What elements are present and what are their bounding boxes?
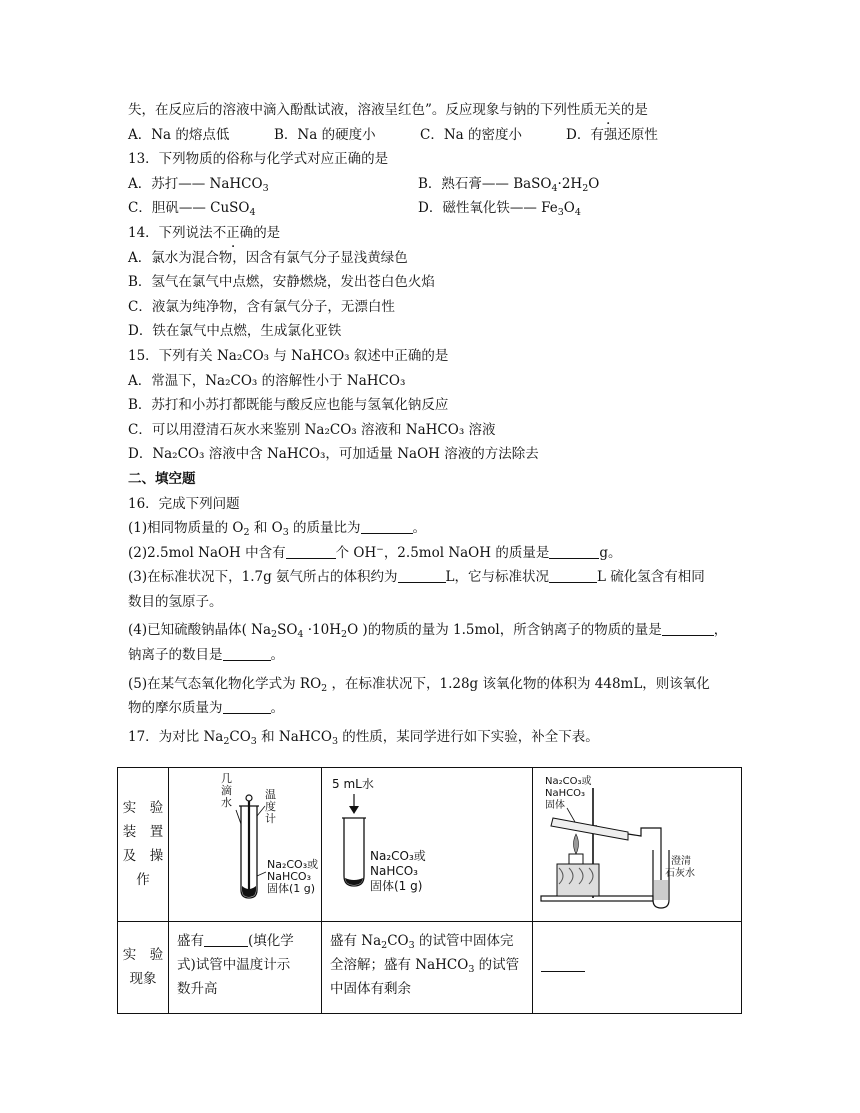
q16-part3-cont: 数目的氢原子。 [128, 593, 223, 610]
q15-option-c: C．可以用澄清石灰水来鉴别 Na₂CO₃ 溶液和 NaHCO₃ 溶液 [128, 421, 496, 438]
answer-blank[interactable] [286, 544, 336, 559]
q16-part4: (4)已知硫酸钠晶体( $Na_2SO_4 \cdot 10H_2O$ )的物质的量为 1.5mol，所含钠离子的物质的量是 ， [128, 622, 728, 641]
option-d: D．磁性氧化铁—— $Fe_3O_4$ [418, 200, 581, 219]
q16-part3: (3)在标准状况下，1.7g 氨气所占的体积约为 L，它与标准状况 L 硫化氢含有相同 [128, 569, 705, 586]
experiment-table [117, 767, 742, 1014]
q15-option-a: A．常温下，Na₂CO₃ 的溶解性小于 NaHCO₃ [128, 372, 406, 389]
q15-stem: 15．下列有关 Na₂CO₃ 与 NaHCO₃ 叙述中正确的是 [128, 347, 449, 364]
svg-text:NaHCO₃: NaHCO₃ [545, 788, 585, 799]
q13-options-ab [128, 172, 748, 197]
apparatus-figure-2 [322, 768, 533, 922]
svg-text:固体(1 g): 固体(1 g) [267, 882, 316, 895]
answer-blank[interactable] [549, 544, 599, 559]
answer-blank[interactable] [662, 621, 714, 636]
option-b: B．熟石膏—— $BaSO_4\cdot 2H_2O$ [418, 175, 600, 194]
svg-text:石灰水: 石灰水 [665, 868, 695, 879]
option-c: C．胆矾—— CuSO$_4$ [128, 200, 256, 219]
svg-text:度: 度 [265, 800, 276, 813]
answer-blank[interactable] [541, 957, 585, 972]
test-tube-thermometer-figure [169, 768, 321, 912]
answer-blank[interactable] [204, 932, 248, 947]
q16-part4-cont: 钠离子的数目是 。 [128, 647, 284, 664]
svg-text:NaHCO₃: NaHCO₃ [267, 870, 311, 883]
svg-text:几: 几 [221, 772, 232, 785]
svg-text:水: 水 [221, 796, 232, 809]
option-c: C．Na 的密度小 [420, 126, 522, 143]
option-d: D．有强还原性 [566, 126, 658, 143]
section-heading: 二、填空题 [128, 470, 196, 487]
svg-text:NaHCO₃: NaHCO₃ [370, 864, 418, 878]
answer-blank[interactable] [223, 646, 271, 661]
emphasis-text: 无关 [593, 102, 621, 118]
answer-blank[interactable] [398, 568, 446, 583]
q16-stem: 16．完成下列问题 [128, 495, 240, 512]
q17-stem: 17．为对比 $Na_2CO_3$ 和 NaHCO$_3$ 的性质，某同学进行如下实验，补全下表。 [128, 728, 599, 747]
svg-text:固体: 固体 [545, 800, 565, 811]
svg-text:Na₂CO₃或: Na₂CO₃或 [370, 849, 426, 863]
q16-part5: (5)在某气态氧化物化学式为 $RO_2$ ，在标准状况下，1.28g 该氧化物的体积为 448mL，则该氧化 [128, 675, 710, 694]
answer-blank[interactable] [549, 568, 597, 583]
option-a: A．Na 的熔点低 [128, 126, 230, 143]
q13-stem: 13．下列物质的俗称与化学式对应正确的是 [128, 151, 389, 168]
svg-text:Na₂CO₃或: Na₂CO₃或 [545, 776, 592, 787]
heating-apparatus-figure [533, 768, 741, 912]
q16-part5-cont: 物的摩尔质量为 。 [128, 700, 284, 717]
svg-text:计: 计 [265, 812, 276, 825]
q12-stem: 失，在反应后的溶液中滴入酚酞试液，溶液呈红色”。反应现象与钠的下列性质无关的是 [128, 102, 648, 118]
phenomenon-cell-1: 盛有 (填化学 式)试管中温度计示 数升高 [169, 921, 322, 1013]
q14-stem: 14．下列说法不正确的是 [128, 224, 281, 241]
emphasis-text: 不正确 [212, 224, 254, 241]
apparatus-figure-3 [533, 768, 742, 922]
q16-part2: (2)2.5mol NaOH 中含有 个 OH−，2.5mol NaOH 的质量是 g。 [128, 544, 622, 561]
svg-text:5 mL水: 5 mL水 [332, 777, 374, 791]
q14-option-a: A．氯水为混合物，因含有氯气分子显浅黄绿色 [128, 249, 408, 266]
q12-options [128, 123, 748, 148]
answer-blank[interactable] [223, 699, 271, 714]
svg-text:澄清: 澄清 [671, 856, 691, 867]
apparatus-figure-1 [169, 768, 322, 922]
option-a: A．苏打—— NaHCO$_3$ [128, 175, 269, 194]
table-row [118, 921, 742, 1013]
test-tube-water-figure [322, 768, 532, 912]
svg-text:滴: 滴 [221, 784, 232, 797]
q15-option-b: B．苏打和小苏打都既能与酸反应也能与氢氧化钠反应 [128, 397, 449, 414]
row-header-phenomenon: 实 验 现象 [118, 921, 169, 1013]
q13-options-cd [128, 196, 748, 221]
svg-text:固体(1 g): 固体(1 g) [370, 879, 423, 893]
phenomenon-cell-3 [533, 921, 742, 1013]
phenomenon-cell-2: 盛有 $Na_2CO_3$ 的试管中固体完 全溶解；盛有 NaHCO$_3$ 的试管 中固体有剩余 [322, 921, 533, 1013]
row-header-setup: 实 验 装 置 及 操 作 [118, 768, 169, 922]
svg-text:Na₂CO₃或: Na₂CO₃或 [267, 858, 319, 871]
table-row [118, 768, 742, 922]
question-column [128, 98, 748, 749]
svg-text:温: 温 [265, 788, 276, 801]
q14-option-b: B．氢气在氯气中点燃，安静燃烧，发出苍白色火焰 [128, 274, 435, 291]
answer-blank[interactable] [361, 519, 413, 534]
q15-option-d: D．Na₂CO₃ 溶液中含 NaHCO₃，可加适量 NaOH 溶液的方法除去 [128, 446, 539, 463]
q16-part1: (1)相同物质量的 $O_2$ 和 $O_3$ 的质量比为 。 [128, 520, 427, 539]
option-b: B．Na 的硬度小 [274, 126, 376, 143]
q14-option-d: D．铁在氯气中点燃，生成氯化亚铁 [128, 323, 342, 340]
q14-option-c: C．液氯为纯净物，含有氯气分子，无漂白性 [128, 298, 395, 315]
